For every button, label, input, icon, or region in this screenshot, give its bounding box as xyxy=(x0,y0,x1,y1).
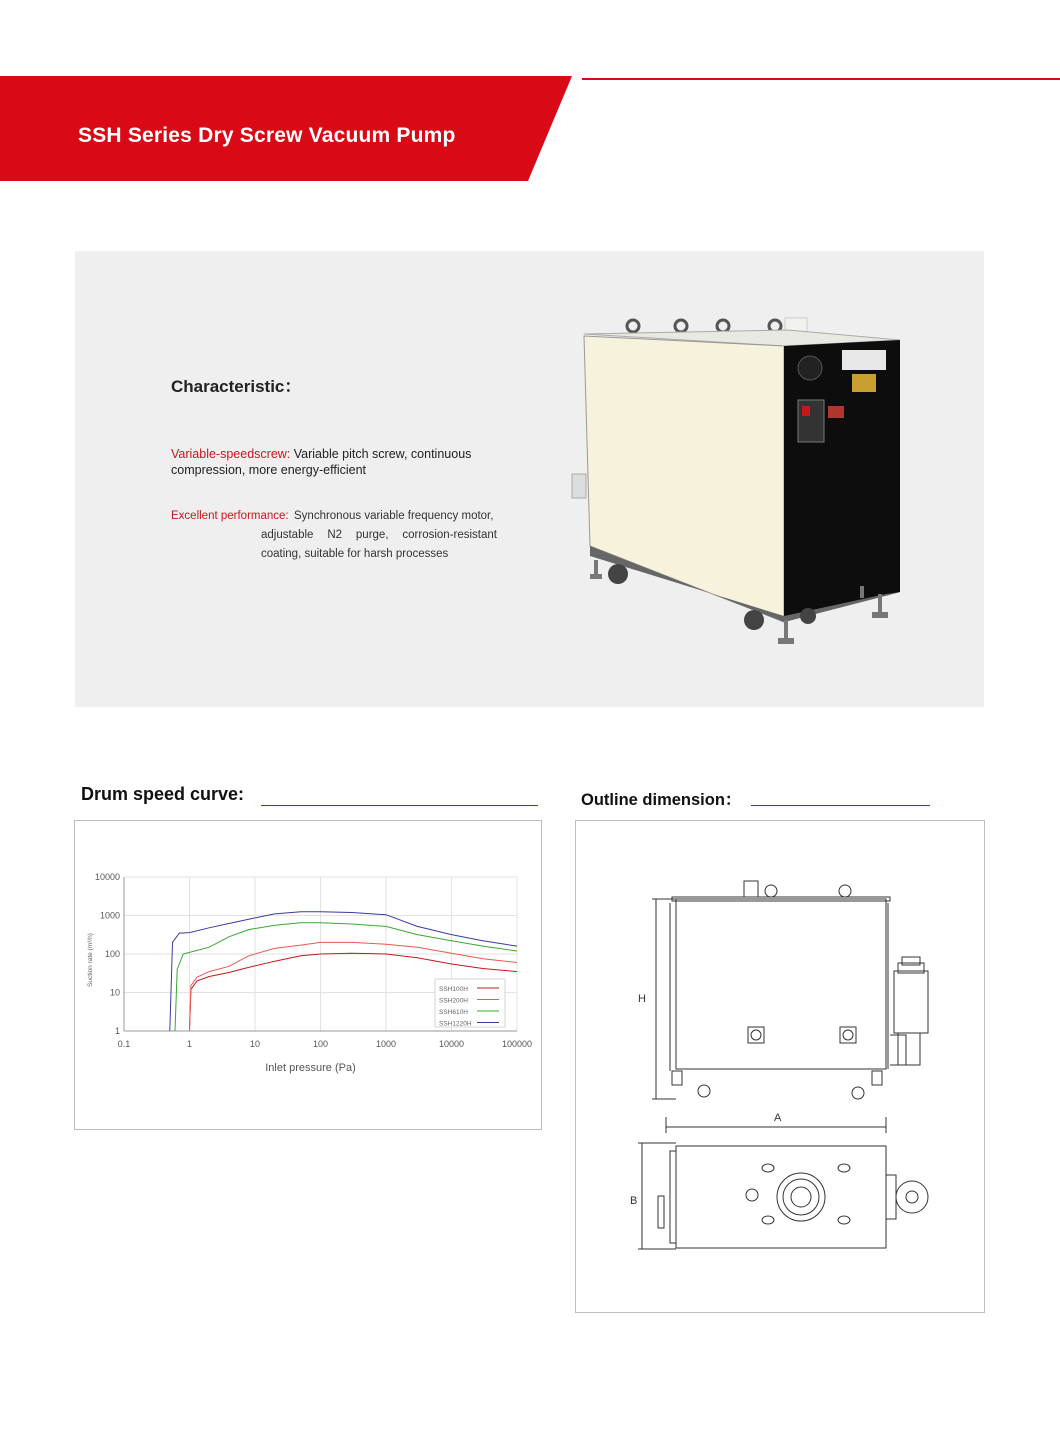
x-tick-label: 10 xyxy=(249,1039,261,1049)
x-tick-label: 0.1 xyxy=(117,1039,131,1049)
vacuum-pump-illustration xyxy=(570,310,900,660)
x-tick-label: 1 xyxy=(186,1039,193,1049)
header-rule xyxy=(582,78,1060,80)
label-h: H xyxy=(638,993,646,1005)
feature-variable-speed xyxy=(171,446,501,478)
outline-title: Outline dimension： xyxy=(581,791,742,809)
outline-rule xyxy=(751,805,930,806)
outline-drawing xyxy=(576,821,984,1312)
y-axis-label: Suction rate (m³/h) xyxy=(87,933,94,987)
drum-speed-chart-box xyxy=(74,820,542,1130)
legend-label: SSH610H xyxy=(439,1009,468,1016)
y-tick-label: 100 xyxy=(104,949,120,959)
y-tick-label: 1 xyxy=(114,1026,120,1036)
drum-speed-chart xyxy=(75,821,541,1129)
x-tick-label: 10000 xyxy=(438,1039,465,1049)
drum-speed-rule xyxy=(261,805,538,806)
label-a: A xyxy=(774,1112,782,1124)
feature2-line1: Synchronous variable frequency motor, xyxy=(294,510,494,522)
page-title: SSH Series Dry Screw Vacuum Pump xyxy=(78,124,456,147)
x-tick-label: 100000 xyxy=(501,1039,533,1049)
outline-drawing-box xyxy=(575,820,985,1313)
characteristic-title: Characteristic： xyxy=(171,377,302,396)
feature1-label: Variable-speedscrew: xyxy=(171,447,291,461)
feature2-line3: coating, suitable for harsh processes xyxy=(261,548,449,560)
y-tick-label: 10000 xyxy=(94,872,120,882)
y-tick-label: 10 xyxy=(109,987,120,998)
feature1-text: Variable pitch screw, continuous compression, more energy-efficient xyxy=(171,447,472,477)
feature2-line2: adjustable N2 purge, corrosion-resistant xyxy=(261,529,497,541)
x-axis-label: Inlet pressure (Pa) xyxy=(265,1062,356,1074)
legend-label: SSH200H xyxy=(439,997,468,1005)
x-tick-label: 1000 xyxy=(375,1039,397,1049)
y-tick-label: 1000 xyxy=(99,910,120,921)
drum-speed-title: Drum speed curve: xyxy=(81,784,245,804)
legend-label: SSH1220H xyxy=(439,1020,472,1028)
legend-label: SSH100H xyxy=(439,986,468,993)
feature2-label: Excellent performance: xyxy=(171,510,289,522)
x-tick-label: 100 xyxy=(312,1039,329,1049)
label-b: B xyxy=(630,1195,638,1207)
